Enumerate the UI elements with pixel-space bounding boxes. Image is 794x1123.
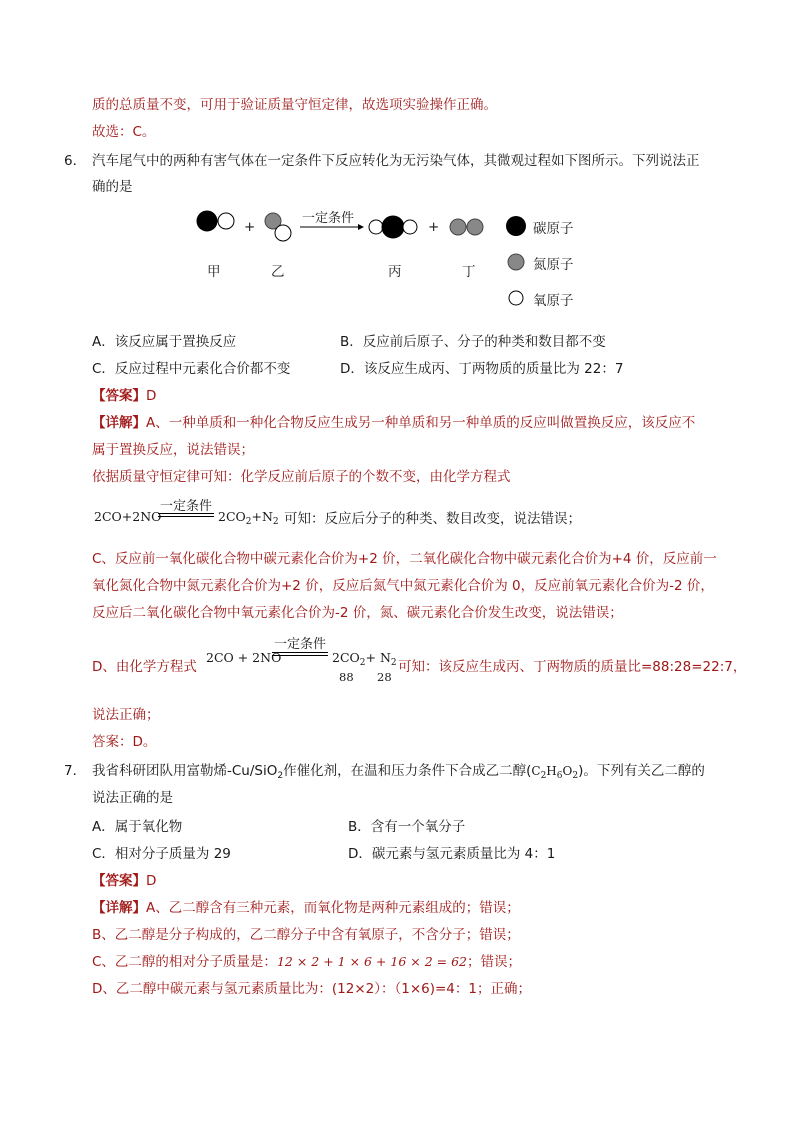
legend-oxygen-icon	[509, 291, 523, 305]
prev-line-2: 故选：C。	[92, 124, 156, 140]
q7-detail-c-tail: ；错误；	[467, 954, 521, 970]
q7-detail-d: D、乙二醇中碳元素与氢元素质量比为：(12×2）：（1×6)=4：1；正确；	[92, 981, 531, 997]
q6-option-d: D．该反应生成丙、丁两物质的质量比为 22：7	[340, 361, 624, 377]
eq2-n2: + N	[365, 650, 391, 665]
q6-final: 答案：D。	[92, 734, 157, 750]
q7-answer-tag: 【答案】	[92, 873, 146, 889]
q7-stem-1c: )。下列有关乙二醇的	[578, 763, 705, 779]
eq2-tail: 可知：该反应生成丙、丁两物质的质量比=88:28=22:7，	[398, 659, 747, 675]
q6-detail-a-1	[92, 413, 695, 433]
q6-detail-c-1: C、反应前一氧化碳化合物中碳元素化合价为+2 价，二氧化碳化合物中碳元素化合价为+4 价，反应前一	[92, 551, 717, 567]
q6-detail-a-2: 属于置换反应，说法错误；	[92, 442, 254, 458]
eq2-condition: 一定条件	[274, 637, 327, 652]
label-bing: 丙	[388, 264, 402, 280]
q7-answer	[92, 871, 156, 891]
eq2-left: 2CO + 2NO	[206, 650, 282, 665]
eq2-prefix: D、由化学方程式	[92, 659, 197, 675]
q7-detail-c	[92, 952, 521, 972]
detail-tag: 【详解】	[92, 415, 146, 431]
eq2-bar-bottom	[272, 655, 328, 656]
label-ding: 丁	[462, 264, 476, 280]
eq2-sub-2: 2	[390, 658, 397, 668]
q7-detail-tag: 【详解】	[92, 900, 146, 916]
ding-nitrogen-atom-1	[450, 219, 466, 235]
condition-label: 一定条件	[302, 211, 355, 226]
eq1-n2: +N	[251, 509, 273, 524]
q6-detail-c-2: 氧化氮化合物中氮元素化合价为+2 价，反应后氮气中氮元素化合价为 0，反应前氧元素化合价为-2 价，	[92, 578, 714, 594]
q7-detail-c-expr: 12 × 2 + 1 × 6 + 16 × 2 = 62	[276, 954, 467, 969]
eq1-tail: 可知：反应后分子的种类、数目改变，说法错误；	[284, 511, 581, 527]
q6-detail-b-1: 依据质量守恒定律可知：化学反应前后原子的个数不变，由化学方程式	[92, 469, 511, 485]
eq2-right	[332, 650, 397, 668]
eq1-right	[218, 509, 279, 527]
plus-sign-1: +	[244, 219, 256, 235]
bing-carbon-atom	[382, 216, 404, 238]
q7-detail-a-text: A、乙二醇含有三种元素，而氧化物是两种元素组成的；错误；	[146, 900, 520, 916]
eq2-co2: 2CO	[332, 650, 360, 665]
eq1-co2: 2CO	[218, 509, 246, 524]
bing-oxygen-atom-right	[403, 220, 417, 234]
eq1-bar-top	[158, 513, 214, 514]
q7-option-a: A．属于氧化物	[92, 819, 183, 835]
q7-answer-value: D	[146, 873, 157, 889]
q6-detail-d-2: 说法正确；	[92, 707, 160, 723]
q7-stem-1b: 作催化剂，在温和压力条件下合成乙二醇(	[283, 763, 532, 779]
q6-option-b: B．反应前后原子、分子的种类和数目都不变	[340, 334, 606, 350]
q6-option-a: A．该反应属于置换反应	[92, 334, 237, 350]
answer-value: D	[146, 388, 157, 404]
legend-oxygen-label: 氧原子	[533, 293, 574, 309]
q7-detail-b: B、乙二醇是分子构成的，乙二醇分子中含有氧原子，不含分子；错误；	[92, 927, 520, 943]
label-yi: 乙	[271, 264, 285, 280]
q7-option-c: C．相对分子质量为 29	[92, 846, 231, 862]
eq1-condition: 一定条件	[160, 499, 213, 514]
q7-stem-1: 我省科研团队用富勒烯-Cu/SiO$_2$作催化剂，在温和压力条件下合成乙二醇$(C_2H_6O_2)$。下列有关乙二醇的	[92, 763, 705, 781]
q7-number: 7．	[64, 763, 87, 779]
equation-2	[92, 630, 747, 690]
answer-tag: 【答案】	[92, 388, 146, 404]
q7-stem-1a: 我省科研团队用富勒烯-Cu/SiO	[92, 763, 278, 779]
eq1-left: 2CO+2NO	[94, 509, 162, 524]
legend-nitrogen-icon	[508, 254, 524, 270]
q7-detail-c-prefix: C、乙二醇的相对分子质量是：	[92, 954, 277, 970]
eq1-bar-bottom	[158, 516, 214, 517]
eq2-mass-2: 28	[377, 670, 392, 684]
q7-option-b: B．含有一个氧分子	[348, 819, 466, 835]
q6-answer	[92, 386, 156, 406]
eq2-bar-top	[272, 652, 328, 653]
label-jia: 甲	[207, 264, 221, 280]
eq2-sub-1: 2	[359, 658, 366, 668]
q6-stem-1: 汽车尾气中的两种有害气体在一定条件下反应转化为无污染气体，其微观过程如下图所示。下列说法正	[92, 153, 700, 169]
equation-1	[94, 495, 734, 535]
legend-nitrogen-label: 氮原子	[533, 257, 574, 273]
legend-carbon-icon	[506, 216, 526, 236]
bing-oxygen-atom-left	[369, 220, 383, 234]
q6-detail-c-3: 反应后二氧化碳化合物中氧元素化合价为-2 价，氮、碳元素化合价发生改变，说法错误；	[92, 605, 623, 621]
q6-option-c: C．反应过程中元素化合价都不变	[92, 361, 291, 377]
q7-option-d: D．碳元素与氢元素质量比为 4：1	[348, 846, 556, 862]
prev-line-1: 质的总质量不变，可用于验证质量守恒定律，故选项实验操作正确。	[92, 97, 497, 113]
ding-nitrogen-atom-2	[467, 219, 483, 235]
eq1-sub-1: 2	[245, 517, 252, 527]
plus-sign-2: +	[428, 219, 440, 235]
jia-carbon-atom	[197, 211, 217, 231]
legend-carbon-label: 碳原子	[533, 221, 574, 237]
eq1-sub-2: 2	[272, 517, 279, 527]
yi-oxygen-atom	[275, 225, 291, 241]
q6-number: 6．	[64, 153, 87, 169]
glycol-formula: $C_2H_6O_2$	[531, 764, 579, 781]
q6-stem-2: 确的是	[92, 179, 133, 195]
detail-a-text: A、一种单质和一种化合物反应生成另一种单质和另一种单质的反应叫做置换反应，该反应不	[146, 415, 696, 431]
q7-detail-a	[92, 898, 520, 918]
eq2-mass-1: 88	[339, 670, 354, 684]
jia-oxygen-atom	[218, 213, 234, 229]
reaction-arrowhead	[358, 224, 364, 230]
q7-stem-2: 说法正确的是	[92, 790, 173, 806]
